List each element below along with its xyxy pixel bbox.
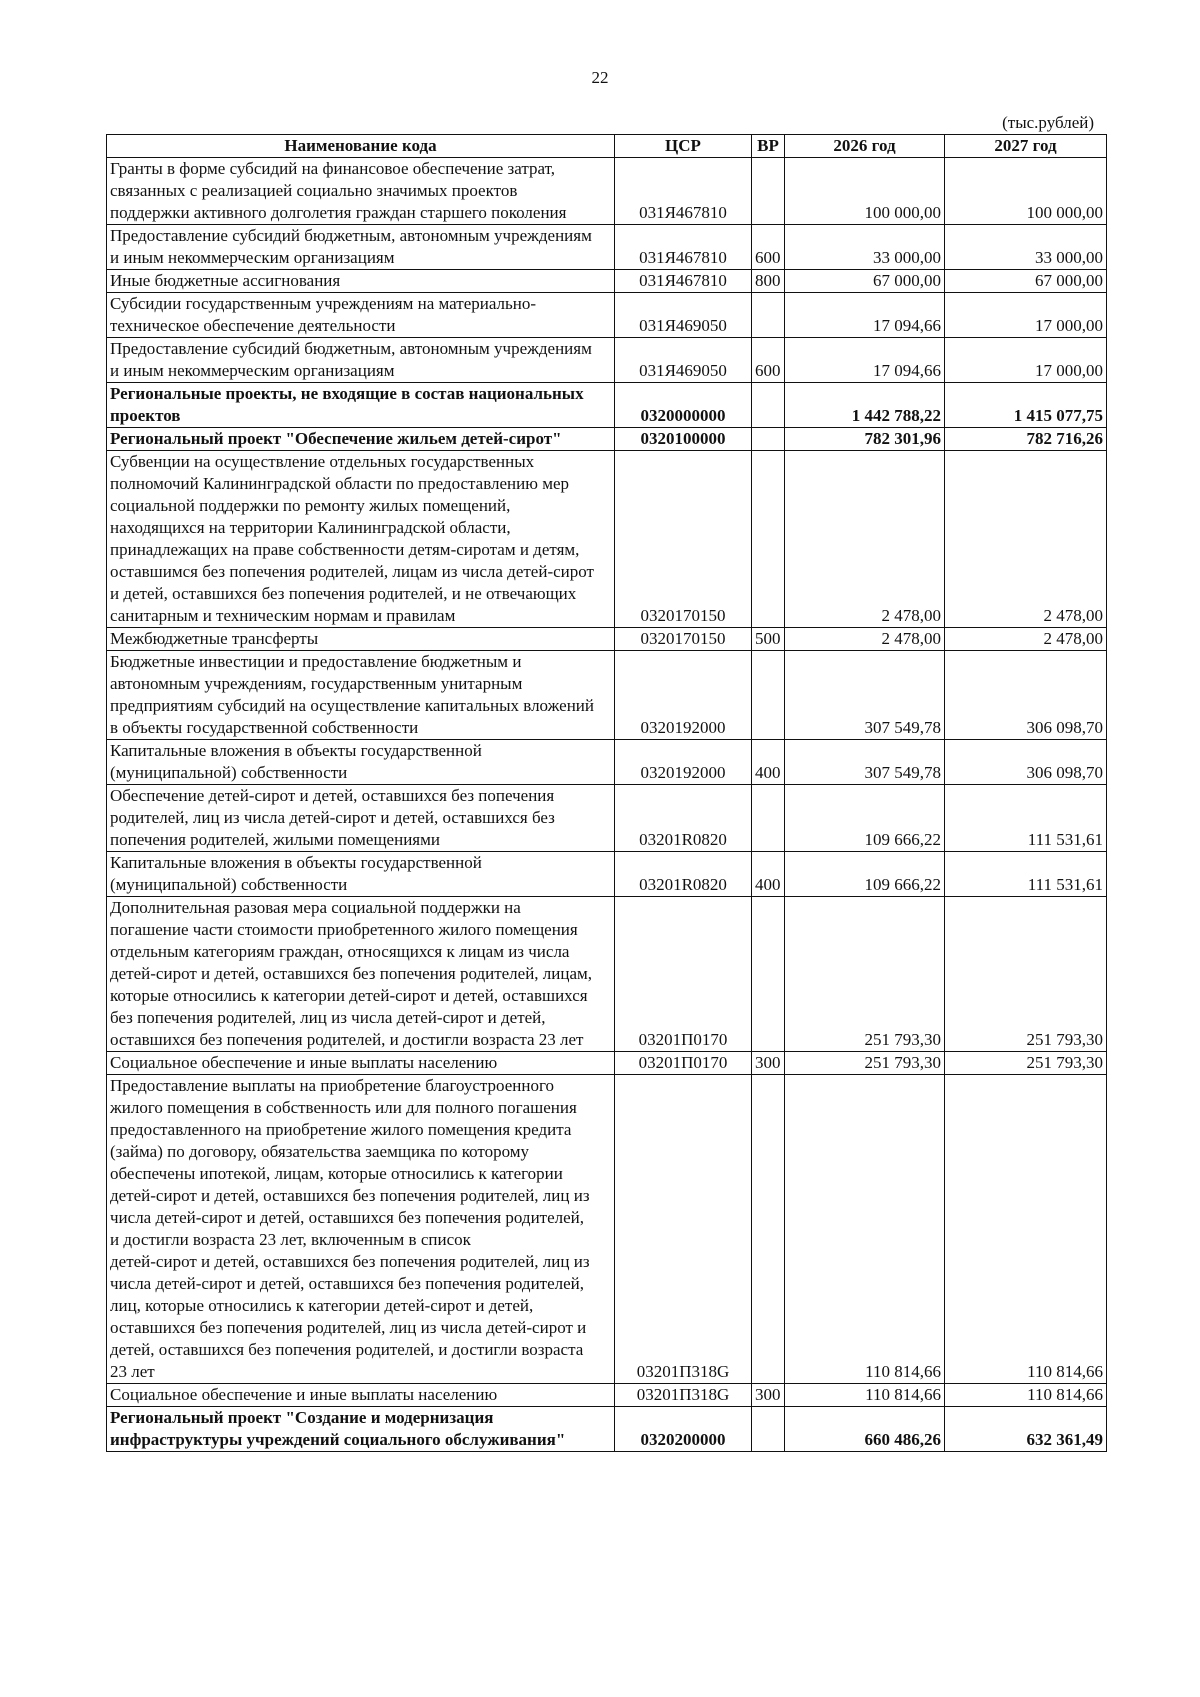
cell-name: Бюджетные инвестиции и предоставление бюджетным и автономным учреждениям, государственным унитарным предприятиям субсидий на осуществление капитальных вложений в объекты государственной собственности bbox=[107, 651, 615, 740]
cell-y2027: 100 000,00 bbox=[945, 158, 1107, 225]
cell-y2027: 632 361,49 bbox=[945, 1407, 1107, 1452]
cell-y2027: 2 478,00 bbox=[945, 628, 1107, 651]
cell-y2027: 67 000,00 bbox=[945, 270, 1107, 293]
cell-name: Социальное обеспечение и иные выплаты населению bbox=[107, 1052, 615, 1075]
cell-name: Региональный проект "Создание и модернизация инфраструктуры учреждений социального обслуживания" bbox=[107, 1407, 615, 1452]
cell-y2027: 110 814,66 bbox=[945, 1075, 1107, 1384]
cell-y2027: 2 478,00 bbox=[945, 451, 1107, 628]
cell-y2027: 110 814,66 bbox=[945, 1384, 1107, 1407]
cell-name: Обеспечение детей-сирот и детей, оставшихся без попечения родителей, лиц из числа детей-сирот и детей, оставшихся без попечения родителей, жилыми помещениями bbox=[107, 785, 615, 852]
cell-csr: 0320192000 bbox=[615, 740, 752, 785]
page-number: 22 bbox=[591, 68, 609, 87]
cell-y2027: 33 000,00 bbox=[945, 225, 1107, 270]
cell-csr: 03201R0820 bbox=[615, 785, 752, 852]
cell-vr bbox=[752, 651, 785, 740]
cell-y2026: 110 814,66 bbox=[785, 1075, 945, 1384]
cell-vr: 600 bbox=[752, 225, 785, 270]
cell-name: Капитальные вложения в объекты государственной (муниципальной) собственности bbox=[107, 740, 615, 785]
cell-y2027: 1 415 077,75 bbox=[945, 383, 1107, 428]
cell-y2027: 782 716,26 bbox=[945, 428, 1107, 451]
cell-csr: 0320170150 bbox=[615, 451, 752, 628]
cell-vr bbox=[752, 897, 785, 1052]
table-row bbox=[107, 158, 1107, 225]
table-row bbox=[107, 897, 1107, 1052]
cell-name: Региональные проекты, не входящие в состав национальных проектов bbox=[107, 383, 615, 428]
cell-y2026: 110 814,66 bbox=[785, 1384, 945, 1407]
table-row bbox=[107, 338, 1107, 383]
cell-y2026: 100 000,00 bbox=[785, 158, 945, 225]
table-row bbox=[107, 293, 1107, 338]
cell-y2026: 251 793,30 bbox=[785, 1052, 945, 1075]
cell-csr: 0320170150 bbox=[615, 628, 752, 651]
cell-name: Дополнительная разовая мера социальной поддержки на погашение части стоимости приобретенного жилого помещения отдельным категориям граждан, относящихся к лицам из числа детей-сирот и детей, оставшихся без попечения родителей, лицам, которые относились к категории детей-сирот и детей, оставшихся без попечения родителей, лиц из числа детей-сирот и детей, оставшихся без попечения родителей, и достигли возраста 23 лет bbox=[107, 897, 615, 1052]
table-row bbox=[107, 1384, 1107, 1407]
cell-y2026: 33 000,00 bbox=[785, 225, 945, 270]
cell-csr: 03201П0170 bbox=[615, 1052, 752, 1075]
table-header-row bbox=[107, 135, 1107, 158]
cell-csr: 03201R0820 bbox=[615, 852, 752, 897]
cell-y2026: 307 549,78 bbox=[785, 651, 945, 740]
cell-vr bbox=[752, 1407, 785, 1452]
cell-vr: 400 bbox=[752, 852, 785, 897]
cell-name: Межбюджетные трансферты bbox=[107, 628, 615, 651]
cell-y2027: 111 531,61 bbox=[945, 852, 1107, 897]
cell-csr: 03201П318G bbox=[615, 1384, 752, 1407]
cell-vr: 300 bbox=[752, 1052, 785, 1075]
cell-name: Субсидии государственным учреждениям на материально- техническое обеспечение деятельности bbox=[107, 293, 615, 338]
cell-name: Субвенции на осуществление отдельных государственных полномочий Калининградской области по предоставлению мер социальной поддержки по ремонту жилых помещений, находящихся на территории Калининградской области, принадлежащих на праве собственности детям-сиротам и детям, оставшимся без попечения родителей, лицам из числа детей-сирот и детей, оставшихся без попечения родителей, и не отвечающих санитарным и техническим нормам и правилам bbox=[107, 451, 615, 628]
cell-y2027: 17 000,00 bbox=[945, 338, 1107, 383]
cell-name: Гранты в форме субсидий на финансовое обеспечение затрат, связанных с реализацией социально значимых проектов поддержки активного долголетия граждан старшего поколения bbox=[107, 158, 615, 225]
cell-csr: 0320000000 bbox=[615, 383, 752, 428]
cell-y2026: 109 666,22 bbox=[785, 852, 945, 897]
cell-y2026: 2 478,00 bbox=[785, 451, 945, 628]
cell-vr: 400 bbox=[752, 740, 785, 785]
table-row bbox=[107, 852, 1107, 897]
cell-y2026: 17 094,66 bbox=[785, 293, 945, 338]
table-row bbox=[107, 270, 1107, 293]
cell-csr: 031Я467810 bbox=[615, 225, 752, 270]
cell-vr: 600 bbox=[752, 338, 785, 383]
cell-csr: 031Я467810 bbox=[615, 158, 752, 225]
cell-y2027: 306 098,70 bbox=[945, 651, 1107, 740]
cell-y2026: 67 000,00 bbox=[785, 270, 945, 293]
cell-csr: 03201П0170 bbox=[615, 897, 752, 1052]
cell-name: Региональный проект "Обеспечение жильем детей-сирот" bbox=[107, 428, 615, 451]
cell-y2026: 1 442 788,22 bbox=[785, 383, 945, 428]
cell-y2026: 17 094,66 bbox=[785, 338, 945, 383]
cell-y2027: 251 793,30 bbox=[945, 1052, 1107, 1075]
cell-vr bbox=[752, 451, 785, 628]
cell-csr: 031Я469050 bbox=[615, 338, 752, 383]
cell-vr: 800 bbox=[752, 270, 785, 293]
cell-name: Предоставление выплаты на приобретение благоустроенного жилого помещения в собственность или для полного погашения предоставленного на приобретение жилого помещения кредита (займа) по договору, обязательства заемщика по которому обеспечены ипотекой, лицам, которые относились к категории детей-сирот и детей, оставшихся без попечения родителей, лиц из числа детей-сирот и детей, оставшихся без попечения родителей, и достигли возраста 23 лет, включенным в список детей-сирот и детей, оставшихся без попечения родителей, лиц из числа детей-сирот и детей, оставшихся без попечения родителей, лиц, которые относились к категории детей-сирот и детей, оставшихся без попечения родителей, лиц из числа детей-сирот и детей, оставшихся без попечения родителей, и достигли возраста 23 лет bbox=[107, 1075, 615, 1384]
cell-vr: 300 bbox=[752, 1384, 785, 1407]
table-row bbox=[107, 651, 1107, 740]
cell-y2026: 251 793,30 bbox=[785, 897, 945, 1052]
cell-csr: 0320200000 bbox=[615, 1407, 752, 1452]
cell-csr: 0320100000 bbox=[615, 428, 752, 451]
table-row bbox=[107, 628, 1107, 651]
cell-vr bbox=[752, 428, 785, 451]
header-2027: 2027 год bbox=[945, 135, 1107, 158]
table-row bbox=[107, 1407, 1107, 1452]
cell-y2027: 17 000,00 bbox=[945, 293, 1107, 338]
table-row bbox=[107, 740, 1107, 785]
table-row bbox=[107, 1075, 1107, 1384]
cell-vr bbox=[752, 1075, 785, 1384]
table-row bbox=[107, 225, 1107, 270]
header-vr: ВР bbox=[752, 135, 785, 158]
cell-csr: 0320192000 bbox=[615, 651, 752, 740]
budget-table bbox=[106, 134, 1107, 1452]
cell-y2026: 660 486,26 bbox=[785, 1407, 945, 1452]
cell-y2026: 782 301,96 bbox=[785, 428, 945, 451]
table-row bbox=[107, 383, 1107, 428]
header-2026: 2026 год bbox=[785, 135, 945, 158]
cell-csr: 031Я469050 bbox=[615, 293, 752, 338]
table-row bbox=[107, 1052, 1107, 1075]
cell-y2026: 109 666,22 bbox=[785, 785, 945, 852]
cell-y2027: 111 531,61 bbox=[945, 785, 1107, 852]
cell-name: Социальное обеспечение и иные выплаты населению bbox=[107, 1384, 615, 1407]
cell-y2027: 251 793,30 bbox=[945, 897, 1107, 1052]
cell-name: Предоставление субсидий бюджетным, автономным учреждениям и иным некоммерческим организациям bbox=[107, 338, 615, 383]
table-row bbox=[107, 451, 1107, 628]
cell-vr: 500 bbox=[752, 628, 785, 651]
header-csr: ЦСР bbox=[615, 135, 752, 158]
cell-vr bbox=[752, 293, 785, 338]
cell-name: Капитальные вложения в объекты государственной (муниципальной) собственности bbox=[107, 852, 615, 897]
cell-y2026: 2 478,00 bbox=[785, 628, 945, 651]
cell-name: Предоставление субсидий бюджетным, автономным учреждениям и иным некоммерческим организациям bbox=[107, 225, 615, 270]
table-row bbox=[107, 785, 1107, 852]
header-name: Наименование кода bbox=[107, 135, 615, 158]
cell-csr: 03201П318G bbox=[615, 1075, 752, 1384]
table-row bbox=[107, 428, 1107, 451]
cell-vr bbox=[752, 785, 785, 852]
cell-csr: 031Я467810 bbox=[615, 270, 752, 293]
cell-y2026: 307 549,78 bbox=[785, 740, 945, 785]
cell-name: Иные бюджетные ассигнования bbox=[107, 270, 615, 293]
cell-vr bbox=[752, 383, 785, 428]
units-label: (тыс.рублей) bbox=[1002, 113, 1094, 132]
cell-vr bbox=[752, 158, 785, 225]
cell-y2027: 306 098,70 bbox=[945, 740, 1107, 785]
